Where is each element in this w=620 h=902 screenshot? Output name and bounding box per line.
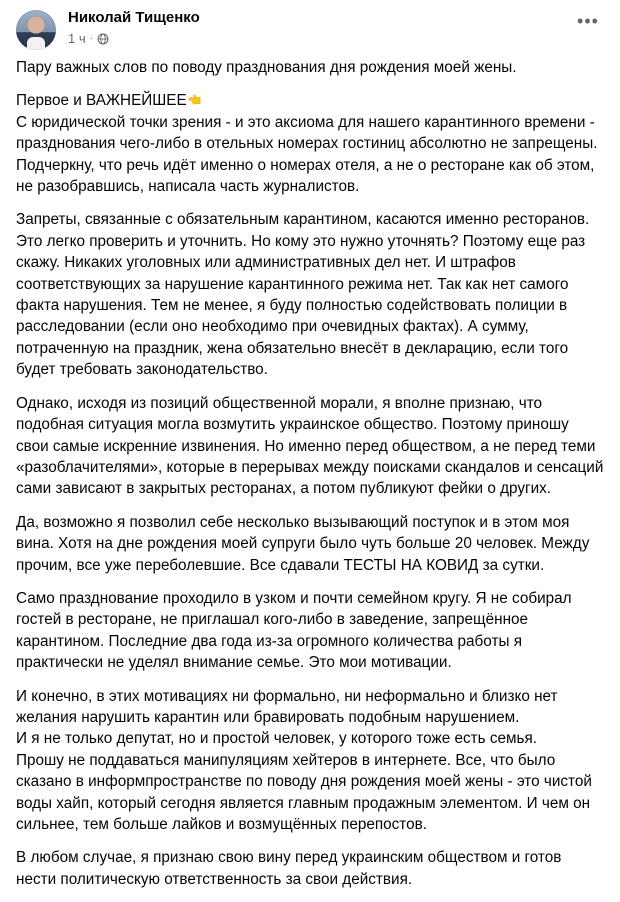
pointing-left-hand-emoji: [187, 92, 202, 107]
post-paragraph: Само празднование проходило в узком и почти семейном кругу. Я не собирал гостей в ресторане, не приглашал кого-либо в заведение, запрещённое карантином. Последние два года из-за огромного количества работы я практически не уделял внимание семье. Это мои мотивации.: [16, 589, 572, 672]
meta-separator: ·: [89, 33, 93, 44]
post-paragraph: В любом случае, я признаю свою вину перед украинским обществом и готов нести политическую ответственность за свои действия.: [16, 849, 562, 888]
post-body: [16, 57, 604, 902]
post-paragraph: Однако, исходя из позиций общественной морали, я вполне признаю, что подобная ситуация могла возмутить украинское общество. Поэтому приношу свои самые искренние извинения. Но именно перед обществом, а не перед теми «разоблачителями», которые в перерывах между поисками скандалов и сенсаций сами зависают в закрытых ресторанах, а потом публикуют фейки о других.: [16, 394, 604, 498]
post-meta: [68, 31, 109, 46]
post-paragraph: Запреты, связанные с обязательным карантином, касаются именно ресторанов. Это легко проверить и уточнить. Но кому это нужно уточнять? Поэтому еще раз скажу. Никаких уголовных или административных дел нет. И штрафов соответствующих за нарушение карантинного режима нет. Так как нет самого факта нарушения. Тем не менее, я буду полностью содействовать полиции в расследовании (если оно необходимо при очевидных фактах). А сумму, потраченную на праздник, жена обязательно внесёт в декларацию, если того будет требовать законодательство.: [16, 211, 590, 379]
post-header: [16, 6, 604, 52]
post-paragraph: Прошу не поддаваться манипуляциям хейтеров в интернете. Все, что было сказано в информпространстве по поводу дня рождения моей жены - это чистой воды хайп, который сегодня является главным продажным элементом. И чем он сильнее, тем больше лайков и возмущённых перепостов.: [16, 751, 592, 833]
globe-icon[interactable]: [97, 33, 109, 45]
post-paragraph: [16, 90, 604, 111]
post-paragraph: И конечно, в этих мотивациях ни формально, ни неформально и близко нет желания нарушить карантин или бравировать подобным нарушением.: [16, 687, 558, 726]
author-avatar[interactable]: [16, 10, 56, 50]
post-paragraph: Да, возможно я позволил себе несколько вызывающий поступок и в этом моя вина. Хотя на дне рождения моей супруги было чуть больше 20 человек. Между прочим, все уже переболевшие. Все сдавали ТЕСТЫ НА КОВИД за сутки.: [16, 513, 590, 574]
author-name[interactable]: Николай Тищенко: [68, 9, 200, 26]
post-subheading: Первое и ВАЖНЕЙШЕЕ: [16, 92, 187, 110]
more-options-icon[interactable]: •••: [577, 11, 599, 31]
post-time[interactable]: 1 ч: [68, 31, 86, 46]
post-paragraph: И я не только депутат, но и простой человек, у которого тоже есть семья.: [16, 730, 538, 748]
post-paragraph: Пару важных слов по поводу празднования дня рождения моей жены.: [16, 59, 517, 76]
post-paragraph: С юридической точки зрения - и это аксиома для нашего карантинного времени - празднования чего-либо в отельных номерах гостиниц абсолютно не запрещены. Подчеркну, что речь идёт именно о номерах отеля, а не о ресторане как об этом, не разобравшись, написала часть журналистов.: [16, 113, 598, 196]
